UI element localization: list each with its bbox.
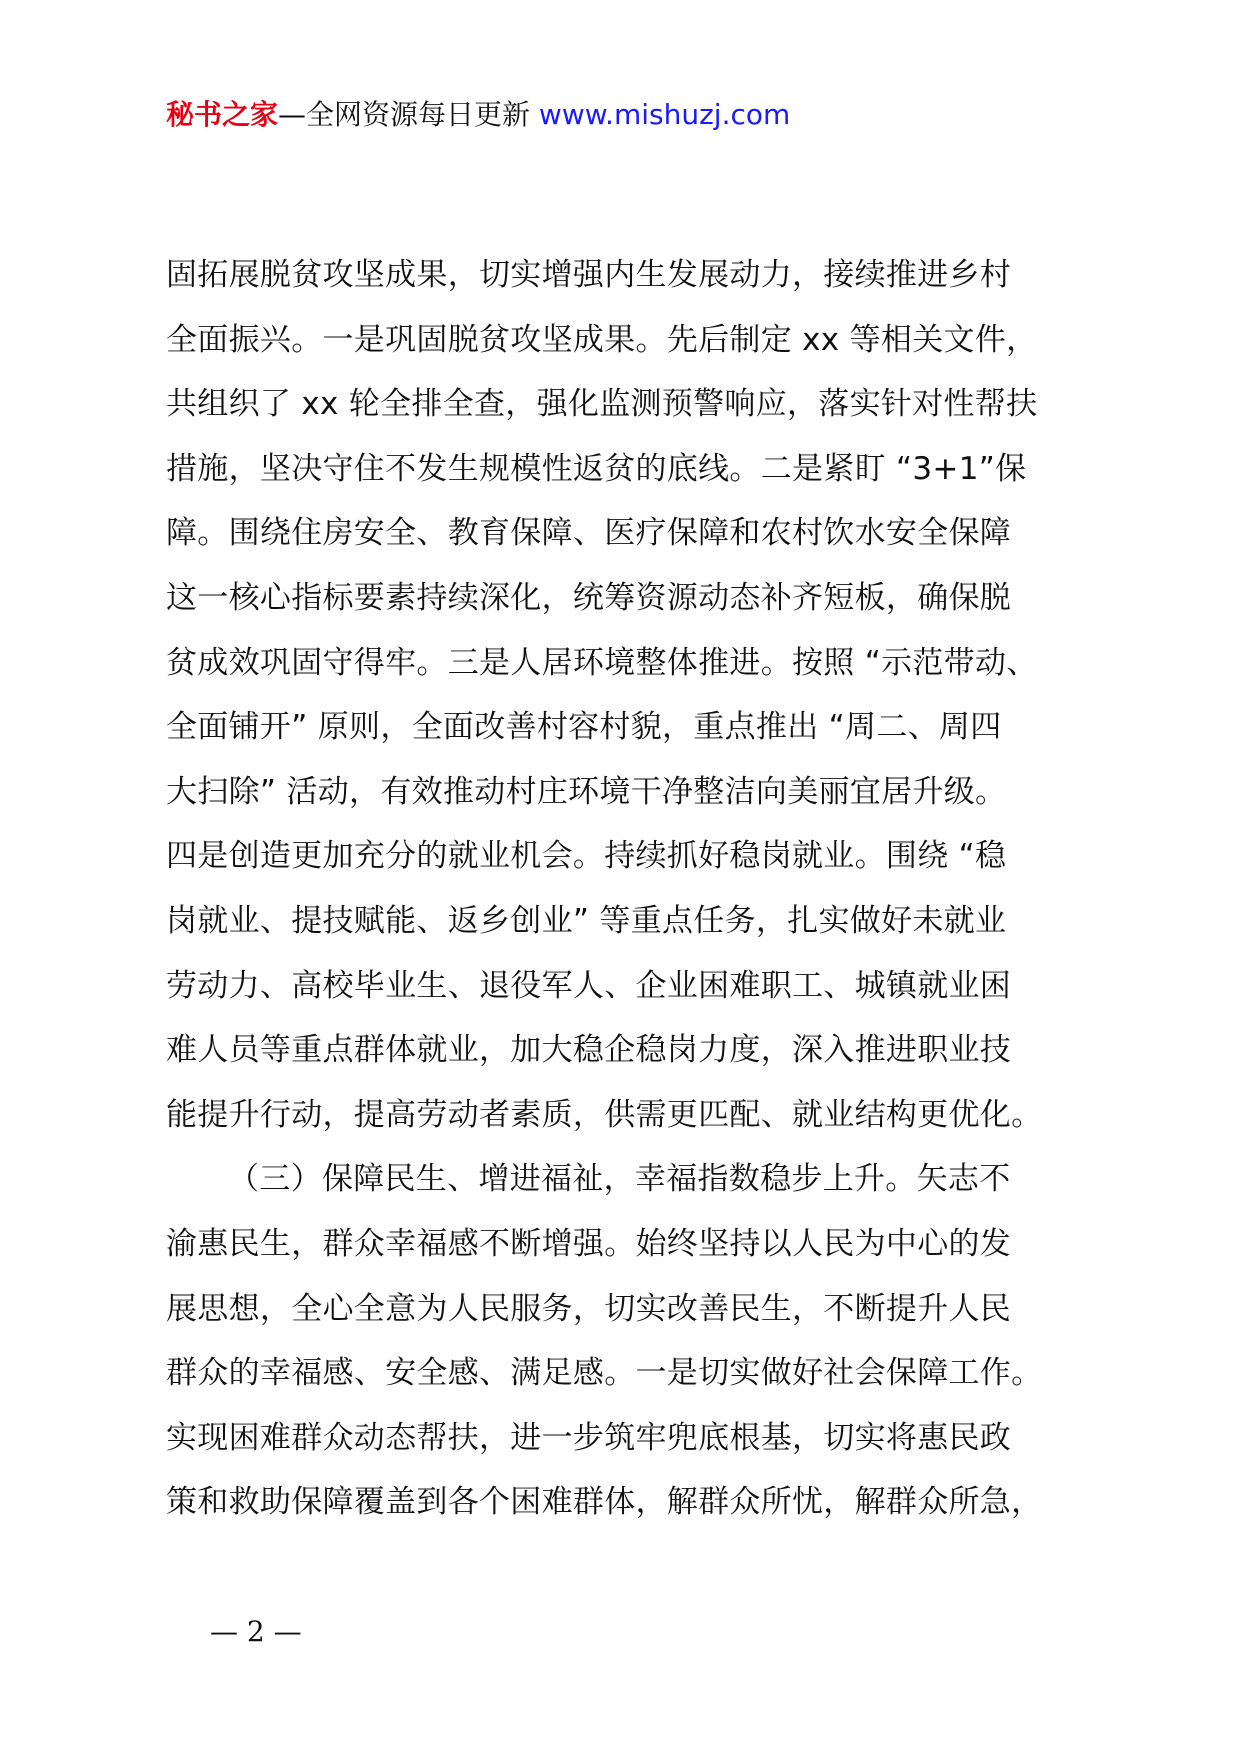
body-line: 共组织了 xx 轮全排全查，强化监测预警响应，落实针对性帮扶 <box>166 386 1038 423</box>
body-line: 难人员等重点群体就业，加大稳企稳岗力度，深入推进职业技 <box>166 1032 1012 1069</box>
body-line: 群众的幸福感、安全感、满足感。一是切实做好社会保障工作。 <box>166 1355 1043 1392</box>
body-line: 这一核心指标要素持续深化，统筹资源动态补齐短板，确保脱 <box>166 579 1012 616</box>
body-line: 全面铺开” 原则，全面改善村容村貌，重点推出 “周二、周四 <box>166 709 1002 746</box>
body-line: 能提升行动，提高劳动者素质，供需更匹配、就业结构更优化。 <box>166 1096 1043 1133</box>
body-line: 展思想，全心全意为人民服务，切实改善民生，不断提升人民 <box>166 1290 1012 1327</box>
body-line: 措施，坚决守住不发生规模性返贫的底线。二是紧盯 “3+1”保 <box>166 450 1027 487</box>
section-heading-line: （三）保障民生、增进福祉，幸福指数稳步上升。矢志不 <box>228 1161 1011 1198</box>
body-line: 障。围绕住房安全、教育保障、医疗保障和农村饮水安全保障 <box>166 515 1012 552</box>
site-slogan: —全网资源每日更新 <box>278 98 539 131</box>
site-url-link[interactable]: www.mishuzj.com <box>538 98 791 131</box>
body-line: 策和救助保障覆盖到各个困难群体，解群众所忧，解群众所急， <box>166 1484 1043 1521</box>
page-number: — 2 — <box>210 1615 302 1648</box>
body-line: 大扫除” 活动，有效推动村庄环境干净整洁向美丽宜居升级。 <box>166 773 1007 810</box>
body-line: 贫成效巩固守得牢。三是人居环境整体推进。按照 “示范带动、 <box>166 644 1038 681</box>
body-line: 劳动力、高校毕业生、退役军人、企业困难职工、城镇就业困 <box>166 967 1012 1004</box>
site-header <box>166 95 790 135</box>
body-line: 固拓展脱贫攻坚成果，切实增强内生发展动力，接续推进乡村 <box>166 257 1012 293</box>
body-line: 全面振兴。一是巩固脱贫攻坚成果。先后制定 xx 等相关文件， <box>166 321 1038 358</box>
body-line: 渝惠民生，群众幸福感不断增强。始终坚持以人民为中心的发 <box>166 1225 1012 1262</box>
body-line: 岗就业、提技赋能、返乡创业” 等重点任务，扎实做好未就业 <box>166 902 1007 939</box>
body-line: 四是创造更加充分的就业机会。持续抓好稳岗就业。围绕 “稳 <box>166 838 1007 875</box>
document-body <box>166 243 1096 1535</box>
site-brand: 秘书之家 <box>166 98 279 131</box>
body-line: 实现困难群众动态帮扶，进一步筑牢兜底根基，切实将惠民政 <box>166 1419 1012 1456</box>
